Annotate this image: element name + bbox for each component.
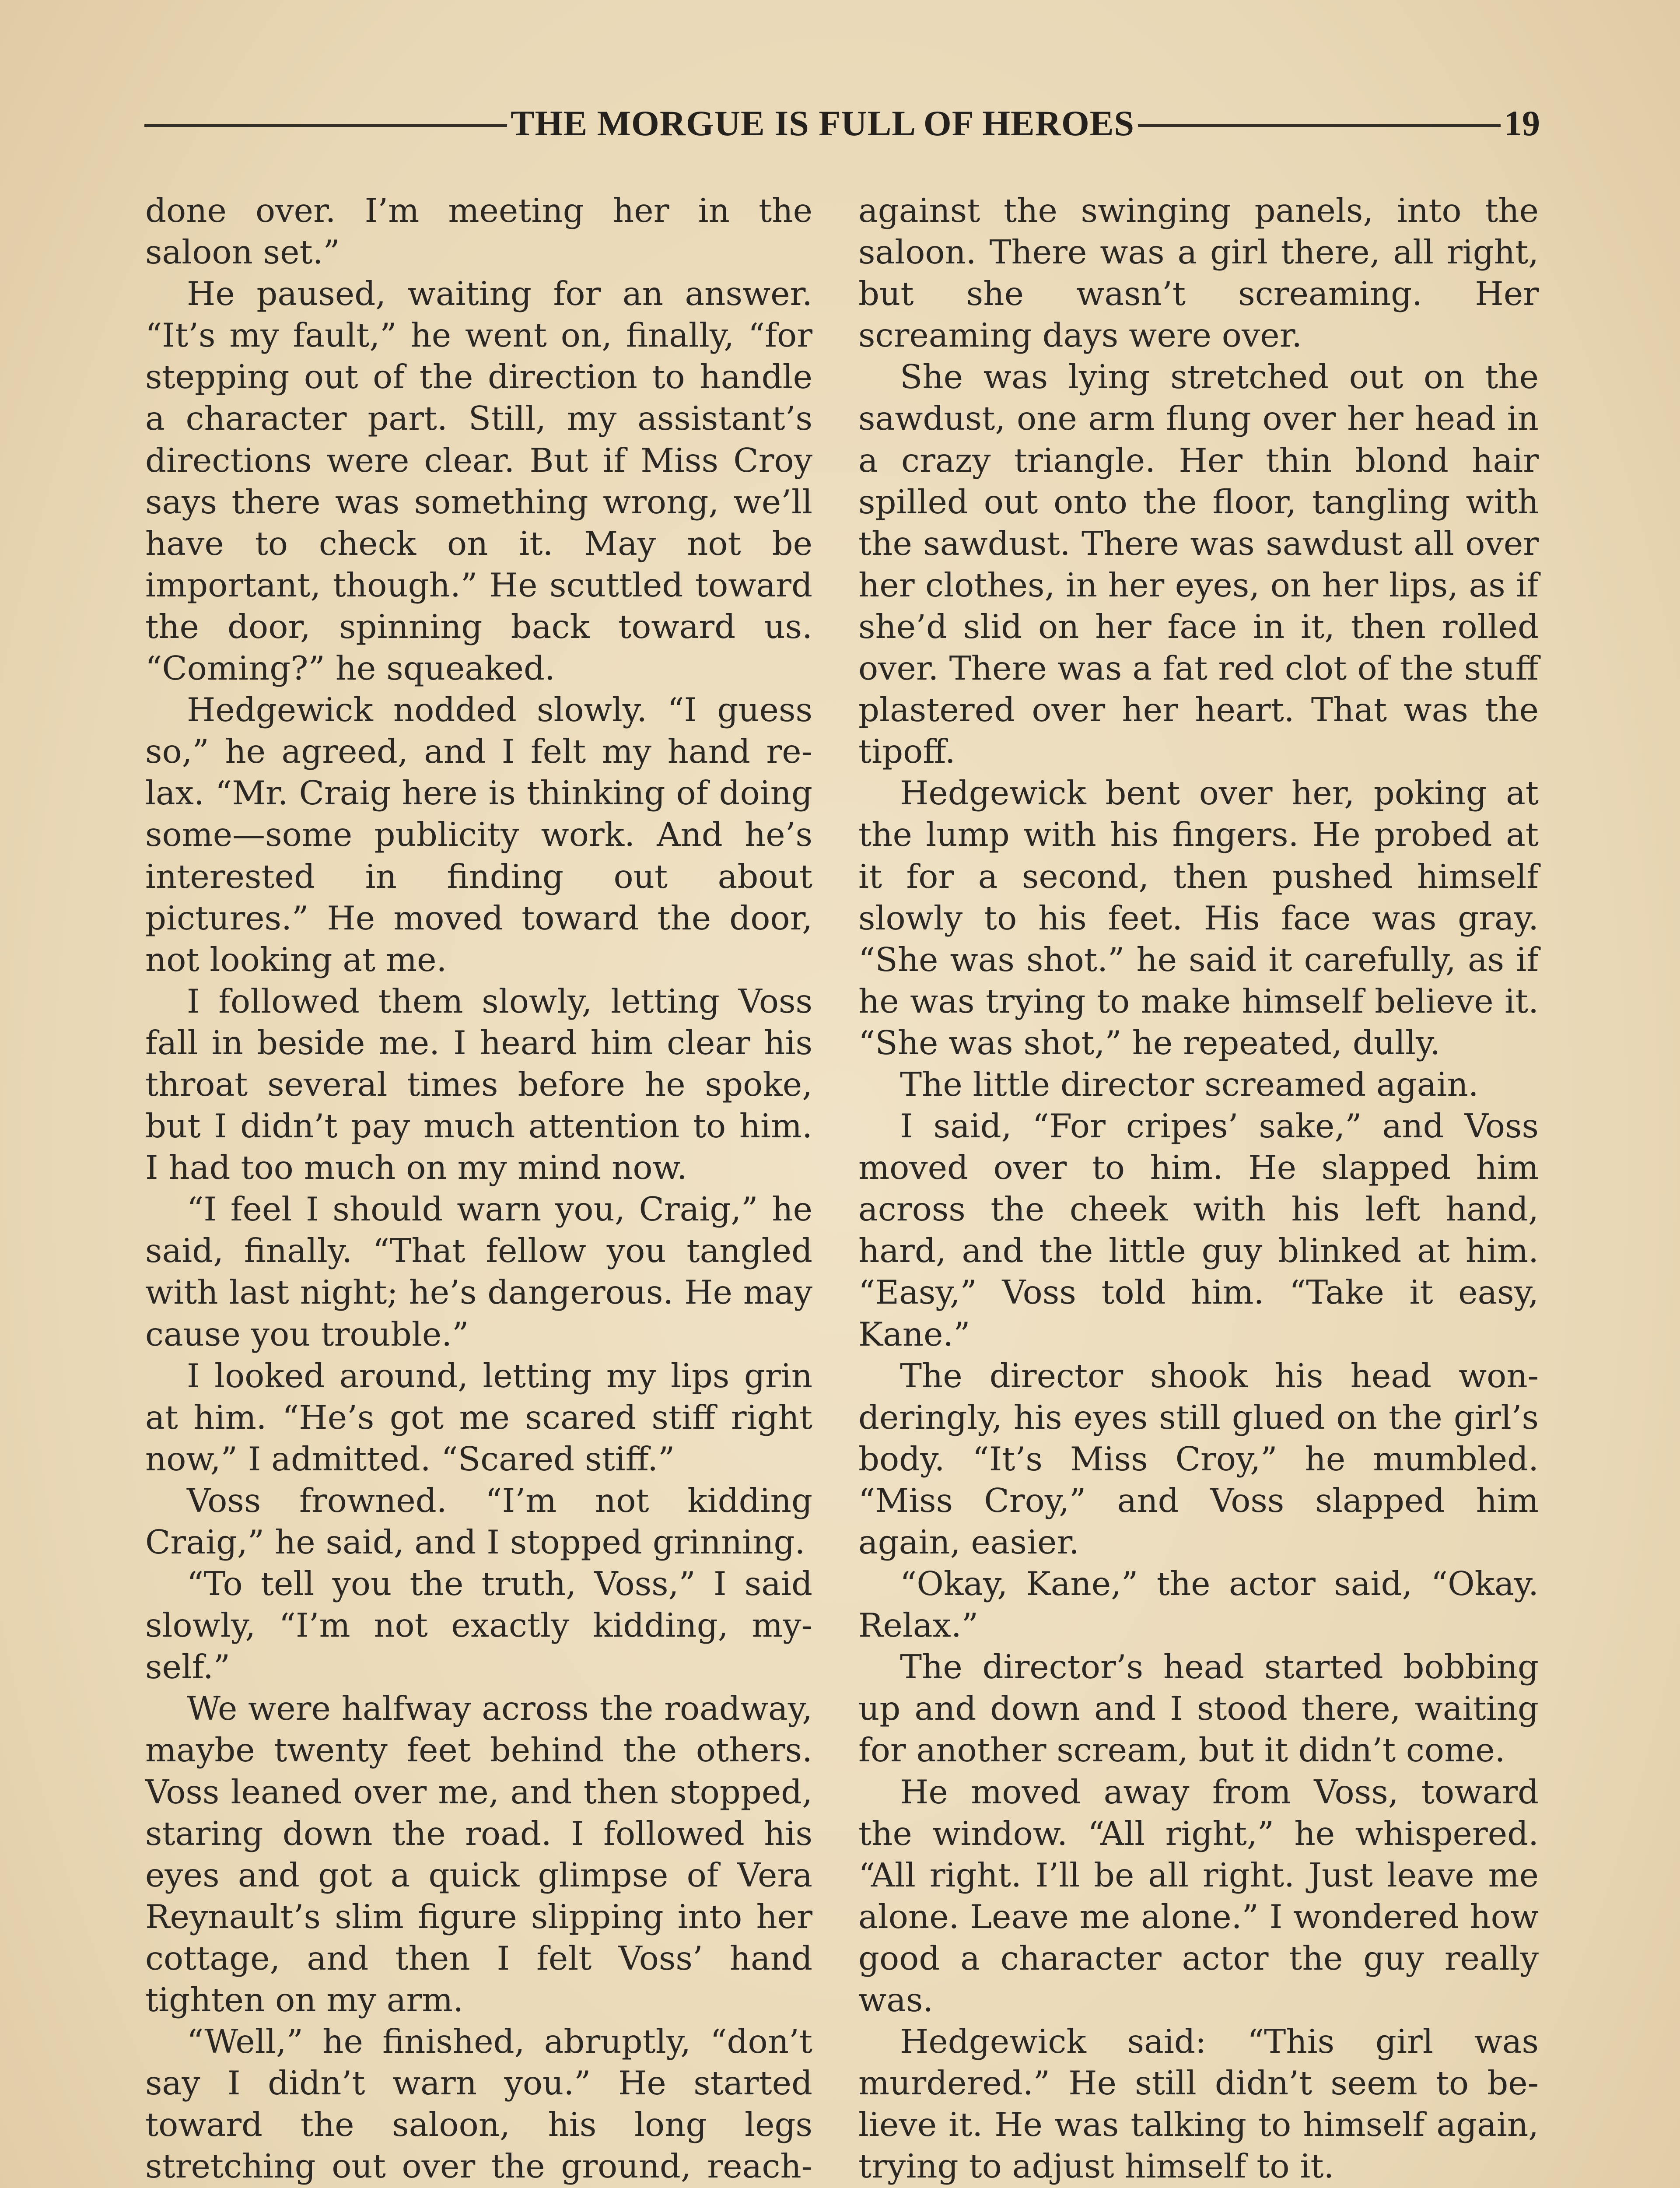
paragraph: She was lying stretched out on the sawdust, one arm flung over her head in a crazy triangle. Her thin blond hair spilled out onto the floor, tangling with the sawdust. There was sawdust all over her clothes, in her eyes, on her lips, as if she’d slid on her face in it, then rolled over. There was a fat red clot of the stuff plastered over her heart. That was the tipoff.	[858, 358, 1539, 771]
paragraph: “I feel I should warn you, Craig,” he said, finally. “That fellow you tangled with last night; he’s dangerous. He may cause you trouble.”	[145, 1190, 812, 1353]
paragraph: “Well,” he finished, abruptly, “don’t say I didn’t warn you.” He started toward the saloon, his long legs stretching out over the ground, reach	[145, 2022, 812, 2186]
paragraph: done over. I’m meeting her in the saloon set.”	[145, 191, 812, 272]
right-column	[858, 190, 1539, 2188]
paragraph: The director shook his head wonderingly, his eyes still glued on the girl’s body. “It’s Miss Croy,” he mumbled. “Miss Croy,” and Voss slapped him again, easier.	[858, 1356, 1539, 1561]
page-header	[144, 97, 1540, 150]
header-rule-right	[1138, 124, 1501, 127]
paragraph: He paused, waiting for an answer. “It’s my fault,” he went on, finally, “for stepping out of the direction to handle a character part. Still, my assistant’s directions were clear. But if Miss Croy says there was something wrong, we’ll have to check on it. May not be important, though.” He scuttled toward the door, spinning back toward us. “Coming?” he squeaked.	[145, 274, 812, 688]
paragraph: We were halfway across the roadway, maybe twenty feet behind the others. Voss leaned over me, and then stopped, staring down the road. I followed his eyes and got a quick glimpse of Vera Reynault’s slim figure slipping into her cottage, and then I felt Voss’ hand tighten on my arm.	[145, 1689, 812, 2020]
paragraph: “To tell you the truth, Voss,” I said slowly, “I’m not exactly kidding, myself.”	[145, 1564, 812, 1687]
paragraph: I looked around, letting my lips grin at him. “He’s got me scared stiff right now,” I admitted. “Scared stiff.”	[145, 1356, 812, 1478]
paragraph: He moved away from Voss, toward the window. “All right,” he whispered. “All right. I’ll be all right. Just leave me alone. Leave me alone.” I wondered how good a character actor the guy really was.	[858, 1772, 1539, 2020]
paragraph: Hedgewick said: “This girl was murdered.” He still didn’t seem to believe it. He was talking to himself again, trying to adjust himself to it.	[858, 2022, 1539, 2186]
header-rule-left	[144, 124, 507, 127]
paragraph: Hedgewick bent over her, poking at the lump with his fingers. He probed at it for a second, then pushed himself slowly to his feet. His face was gray. “She was shot.” he said it carefully, as if he was trying to make himself believe it. “She was shot,” he repeated, dully.	[858, 774, 1539, 1062]
paragraph: Hedgewick nodded slowly. “I guess so,” he agreed, and I felt my hand relax. “Mr. Craig here is thinking of doing some—some publicity work. And he’s interested in finding out about pictures.” He moved toward the door, not looking at me.	[145, 691, 812, 979]
page-number: 19	[1504, 103, 1540, 143]
running-head: THE MORGUE IS FULL OF HEROES	[510, 103, 1135, 143]
left-column	[145, 190, 812, 2188]
paragraph: against the swinging panels, into the saloon. There was a girl there, all right, but she wasn’t screaming. Her screaming days were over.	[858, 191, 1539, 355]
paragraph: I said, “For cripes’ sake,” and Voss moved over to him. He slapped him across the cheek with his left hand, hard, and the little guy blinked at him. “Easy,” Voss told him. “Take it easy, Kane.”	[858, 1107, 1539, 1353]
paragraph: The little director screamed again.	[900, 1065, 1479, 1104]
paragraph: I followed them slowly, letting Voss fall in beside me. I heard him clear his throat several times before he spoke, but I didn’t pay much attention to him. I had too much on my mind now.	[145, 982, 812, 1187]
paragraph: Voss frowned. “I’m not kidding Craig,” he said, and I stopped grinning.	[145, 1481, 812, 1561]
paragraph: The director’s head started bobbing up and down and I stood there, waiting for another scream, but it didn’t come.	[858, 1648, 1539, 1770]
paragraph: “Okay, Kane,” the actor said, “Okay. Relax.”	[858, 1564, 1539, 1645]
